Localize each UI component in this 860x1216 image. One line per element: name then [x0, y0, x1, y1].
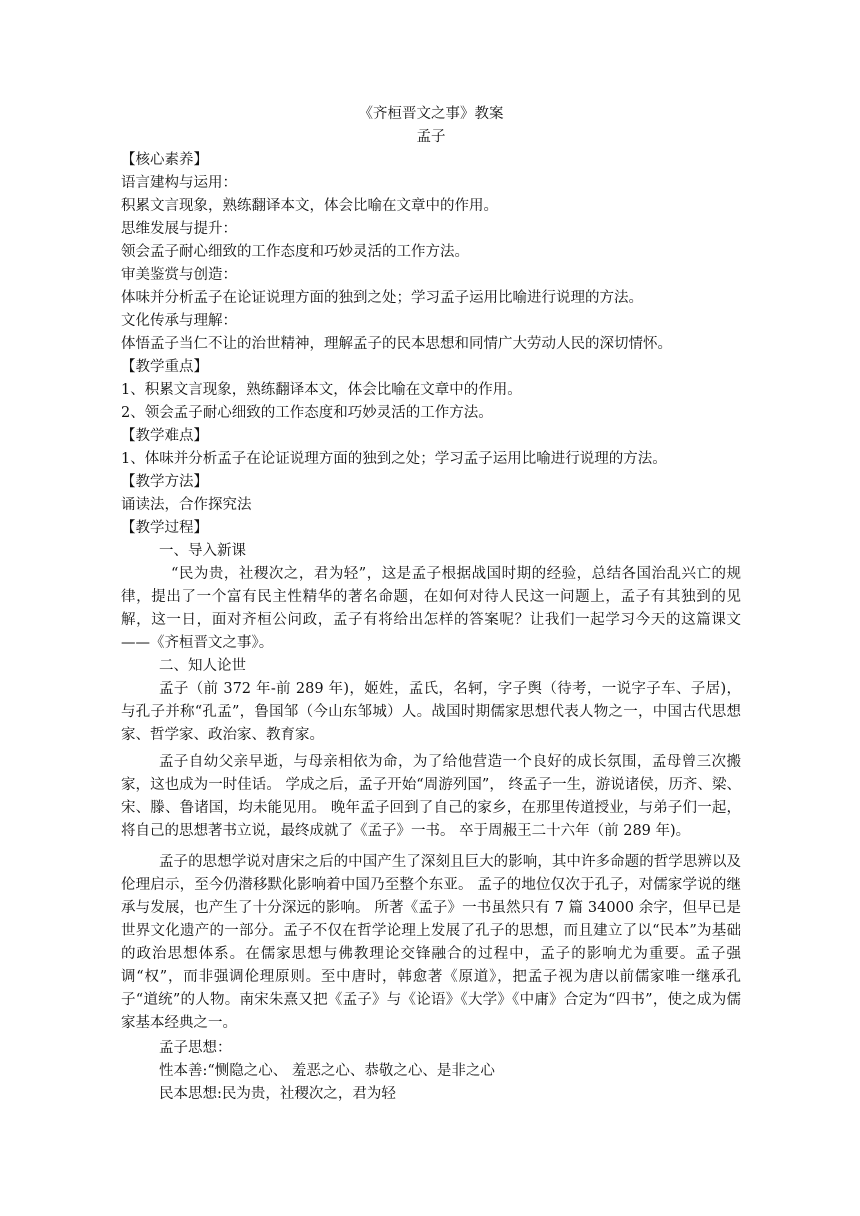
core-item-head: 审美鉴赏与创造：	[121, 267, 237, 283]
core-item-text: 体味并分析孟子在论证说理方面的独到之处；学习孟子运用比喻进行说理的方法。	[121, 290, 643, 306]
section-heading-core: 【核心素养】	[121, 152, 208, 168]
core-item-head: 文化传承与理解：	[121, 313, 237, 329]
step1-paragraph: “民为贵，社稷次之，君为轻”，这是孟子根据战国时期的经验，总结各国治乱兴亡的规律，提出了一个富有民主性精华的著名命题，在如何对待人民这一问题上，孟子有其独到的见解，这一日，面对齐桓公问政，孟子有将给出怎样的答案呢？让我们一起学习今天的这篇课文——《齐桓晋文之事》。	[121, 566, 741, 651]
thought-item: 性本善:“恻隐之心、 羞恶之心、恭敬之心、是非之心	[159, 1063, 495, 1079]
step2-paragraph: 孟子的思想学说对唐宋之后的中国产生了深刻且巨大的影响，其中许多命题的哲学思辨以及伦理启示，至今仍潜移默化影响着中国乃至整个东亚。 孟子的地位仅次于孔子，对儒家学说的继承与发展，也产生了十分深远的影响。 所著《孟子》一书虽然只有 7 篇 34000 余字，但早已是世界文化遗产的一部分。孟子不仅在哲学论理上发展了孔子的思想，而且建立了以“民本”为基础的政治思想体系。在儒家思想与佛教理论交锋融合的过程中，孟子的影响尤为重要。孟子强调“权”，而非强调伦理原则。至中唐时，韩愈著《原道》，把孟子视为唐以前儒家唯一继承孔子“道统”的人物。南宋朱熹又把《孟子》与《论语》《大学》《中庸》合定为“四书”，使之成为儒家基本经典之一。	[121, 854, 741, 1031]
section-heading-difficult: 【教学难点】	[121, 428, 208, 444]
section-heading-key: 【教学重点】	[121, 359, 208, 375]
document-author: 孟子	[416, 129, 446, 145]
step-heading: 二、知人论世	[159, 658, 246, 674]
thought-heading: 孟子思想：	[159, 1040, 232, 1056]
method-text: 诵读法，合作探究法	[121, 497, 252, 513]
core-item-text: 体悟孟子当仁不让的治世精神，理解孟子的民本思想和同情广大劳动人民的深切情怀。	[121, 336, 672, 352]
core-item-head: 语言建构与运用：	[121, 175, 237, 191]
document-body	[121, 103, 741, 1106]
difficult-item: 1、体味并分析孟子在论证说理方面的独到之处；学习孟子运用比喻进行说理的方法。	[121, 451, 667, 467]
core-item-text: 领会孟子耐心细致的工作态度和巧妙灵活的工作方法。	[121, 244, 469, 260]
core-item-text: 积累文言现象，熟练翻译本文，体会比喻在文章中的作用。	[121, 198, 498, 214]
step-heading: 一、导入新课	[159, 543, 246, 559]
key-item: 1、积累文言现象，熟练翻译本文，体会比喻在文章中的作用。	[121, 382, 522, 398]
thought-item: 民本思想:民为贵，社稷次之，君为轻	[159, 1086, 396, 1102]
document-title: 《齐桓晋文之事》教案	[358, 106, 504, 122]
step2-paragraph: 孟子（前 372 年-前 289 年)，姬姓，孟氏，名轲，字子舆（待考，一说字子车、子居)，与孔子并称“孔孟”，鲁国邹（今山东邹城）人。战国时期儒家思想代表人物之一，中国古代思想家、哲学家、政治家、教育家。	[121, 681, 741, 743]
section-heading-process: 【教学过程】	[121, 520, 208, 536]
step2-paragraph: 孟子自幼父亲早逝，与母亲相依为命，为了给他营造一个良好的成长氛围，孟母曾三次搬家，这也成为一时佳话。 学成之后，孟子开始“周游列国”， 终孟子一生，游说诸侯，历齐、梁、宋、滕、鲁诸国，均未能见用。 晚年孟子回到了自己的家乡，在那里传道授业，与弟子们一起，将自己的思想著书立说，最终成就了《孟子》一书。 卒于周赧王二十六年（前 289 年)。	[121, 754, 741, 839]
core-item-head: 思维发展与提升：	[121, 221, 237, 237]
key-item: 2、领会孟子耐心细致的工作态度和巧妙灵活的工作方法。	[121, 405, 493, 421]
section-heading-method: 【教学方法】	[121, 474, 208, 490]
